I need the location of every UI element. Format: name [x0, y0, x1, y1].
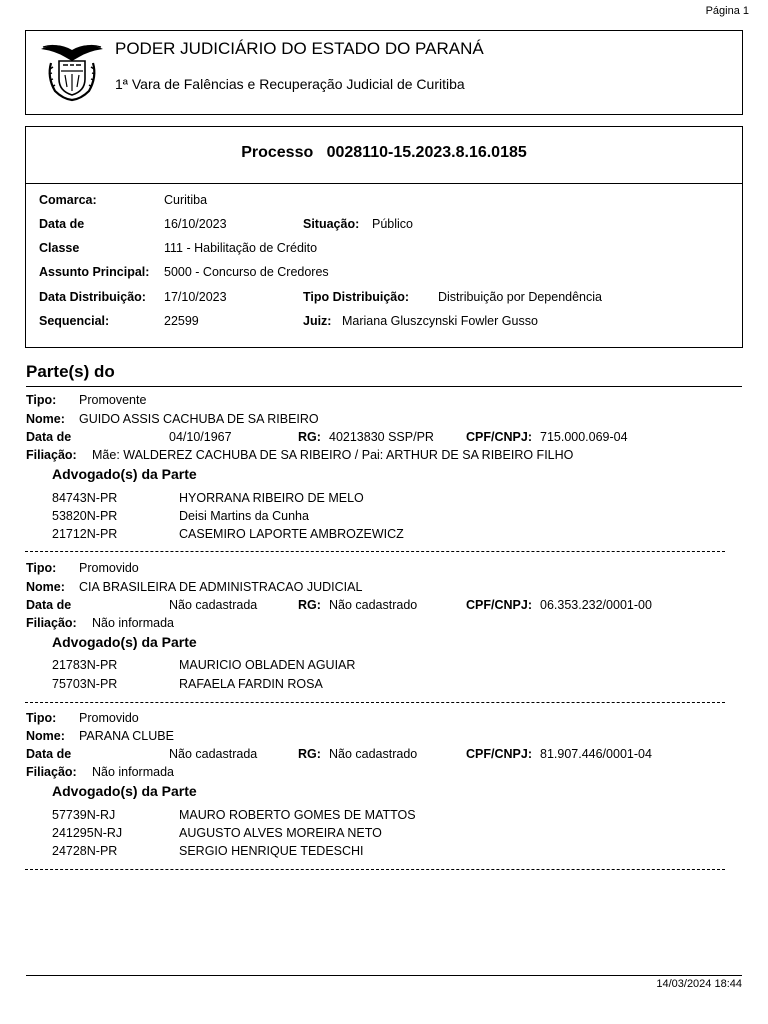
lawyer-name: MAURICIO OBLADEN AGUIAR	[179, 658, 356, 672]
party-separator	[25, 702, 725, 703]
court-title: PODER JUDICIÁRIO DO ESTADO DO PARANÁ	[115, 39, 484, 58]
lawyer-oab: 57739N-RJ	[52, 808, 116, 822]
lawyer-name: HYORRANA RIBEIRO DE MELO	[179, 491, 364, 505]
party-cpf: 715.000.069-04	[540, 430, 628, 444]
rg-label: RG:	[298, 747, 321, 761]
lawyers-heading: Advogado(s) da Parte	[52, 466, 197, 482]
classe-label: Classe	[39, 241, 80, 255]
juiz-label: Juiz:	[303, 314, 332, 328]
footer-timestamp: 14/03/2024 18:44	[656, 978, 742, 990]
party-filiacao: Não informada	[92, 616, 174, 630]
filiacao-label: Filiação:	[26, 448, 77, 462]
lawyer-oab: 21783N-PR	[52, 658, 118, 672]
party-date: Não cadastrada	[169, 747, 258, 761]
lawyer-name: MAURO ROBERTO GOMES DE MATTOS	[179, 808, 416, 822]
lawyer-oab: 84743N-PR	[52, 491, 118, 505]
comarca-label: Comarca:	[39, 193, 97, 207]
cpf-label: CPF/CNPJ:	[466, 747, 532, 761]
cpf-label: CPF/CNPJ:	[466, 598, 532, 612]
filiacao-label: Filiação:	[26, 616, 77, 630]
lawyer-oab: 75703N-PR	[52, 677, 118, 691]
lawyers-heading: Advogado(s) da Parte	[52, 783, 197, 799]
party-date: 04/10/1967	[169, 430, 232, 444]
lawyer-name: CASEMIRO LAPORTE AMBROZEWICZ	[179, 527, 404, 541]
tipo-distribuicao-value: Distribuição por Dependência	[438, 290, 602, 304]
court-division: 1ª Vara de Falências e Recuperação Judicial de Curitiba	[115, 76, 465, 92]
assunto-label: Assunto Principal:	[39, 265, 150, 279]
cpf-label: CPF/CNPJ:	[466, 430, 532, 444]
party-name: GUIDO ASSIS CACHUBA DE SA RIBEIRO	[79, 412, 319, 426]
party-separator	[25, 869, 725, 870]
filiacao-label: Filiação:	[26, 765, 77, 779]
party-rg: Não cadastrado	[329, 598, 418, 612]
parana-coat-of-arms-icon	[39, 37, 105, 103]
assunto-value: 5000 - Concurso de Credores	[164, 265, 329, 279]
juiz-value: Mariana Gluszcynski Fowler Gusso	[342, 314, 538, 328]
tipo-label: Tipo:	[26, 561, 57, 575]
party-tipo: Promovido	[79, 711, 139, 725]
data-label: Data de	[26, 430, 72, 444]
court-header	[25, 30, 743, 115]
rg-label: RG:	[298, 430, 321, 444]
lawyer-name: Deisi Martins da Cunha	[179, 509, 309, 523]
party-name: CIA BRASILEIRA DE ADMINISTRACAO JUDICIAL	[79, 580, 363, 594]
party-filiacao: Não informada	[92, 765, 174, 779]
party-tipo: Promovente	[79, 393, 147, 407]
data-distribuicao-label: Data Distribuição:	[39, 290, 146, 304]
party-name: PARANA CLUBE	[79, 729, 174, 743]
party-filiacao: Mãe: WALDEREZ CACHUBA DE SA RIBEIRO / Pai: ARTHUR DE SA RIBEIRO FILHO	[92, 448, 574, 462]
party-rg: Não cadastrado	[329, 747, 418, 761]
data-label: Data de	[26, 747, 72, 761]
party-cpf: 81.907.446/0001-04	[540, 747, 652, 761]
nome-label: Nome:	[26, 412, 65, 426]
tipo-label: Tipo:	[26, 711, 57, 725]
party-rg: 40213830 SSP/PR	[329, 430, 434, 444]
data-label: Data de	[39, 217, 85, 231]
lawyer-name: RAFAELA FARDIN ROSA	[179, 677, 323, 691]
party-separator	[25, 551, 725, 552]
classe-value: 111 - Habilitação de Crédito	[164, 241, 318, 255]
party-date: Não cadastrada	[169, 598, 258, 612]
tipo-label: Tipo:	[26, 393, 57, 407]
party-tipo: Promovido	[79, 561, 139, 575]
situacao-value: Público	[372, 217, 413, 231]
process-title: Processo 0028110-15.2023.8.16.0185	[241, 144, 527, 161]
lawyer-oab: 53820N-PR	[52, 509, 118, 523]
data-value: 16/10/2023	[164, 217, 227, 231]
section-divider	[26, 386, 742, 387]
parties-section-title: Parte(s) do	[26, 362, 115, 381]
tipo-distribuicao-label: Tipo Distribuição:	[303, 290, 410, 304]
sequencial-label: Sequencial:	[39, 314, 110, 328]
data-distribuicao-value: 17/10/2023	[164, 290, 227, 304]
lawyers-heading: Advogado(s) da Parte	[52, 634, 197, 650]
situacao-label: Situação:	[303, 217, 360, 231]
lawyer-oab: 241295N-RJ	[52, 826, 123, 840]
data-label: Data de	[26, 598, 72, 612]
page-number: Página 1	[705, 5, 749, 17]
nome-label: Nome:	[26, 729, 65, 743]
nome-label: Nome:	[26, 580, 65, 594]
sequencial-value: 22599	[164, 314, 199, 328]
lawyer-name: AUGUSTO ALVES MOREIRA NETO	[179, 826, 382, 840]
process-divider	[26, 183, 742, 184]
comarca-value: Curitiba	[164, 193, 208, 207]
lawyer-oab: 24728N-PR	[52, 844, 118, 858]
rg-label: RG:	[298, 598, 321, 612]
footer-rule	[26, 975, 742, 976]
lawyer-name: SERGIO HENRIQUE TEDESCHI	[179, 844, 364, 858]
lawyer-oab: 21712N-PR	[52, 527, 118, 541]
party-cpf: 06.353.232/0001-00	[540, 598, 652, 612]
process-box	[25, 126, 743, 348]
